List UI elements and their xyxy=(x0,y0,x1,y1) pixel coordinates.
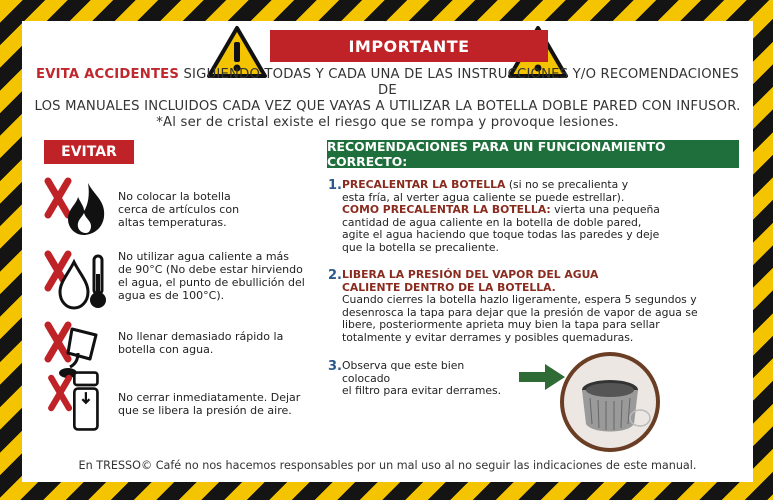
recommendation-2: LIBERA LA PRESIÓN DEL VAPOR DEL AGUA CALIENTE DENTRO DE LA BOTELLA. Cuando cierres la botella hazlo ligeramente, espera 5 segundos y desenrosca la tapa para dejar que la presión de vapor de agua se libere, posteriormente aprieta muy bien la tapa para sellar totalmente y evitar derrames y posibles quemaduras. xyxy=(342,268,698,344)
avoid-item-1: No colocar la botella cerca de artículos con altas temperaturas. xyxy=(118,190,240,229)
evitar-label-text: EVITAR xyxy=(61,144,117,160)
intro-line-2: LOS MANUALES INCLUIDOS CADA VEZ QUE VAYAS A UTILIZAR LA BOTELLA DOBLE PARED CON INFUSOR. xyxy=(34,99,741,114)
rec-number-3: 3. xyxy=(328,359,342,374)
intro-line-3: *Al ser de cristal existe el riesgo que se rompa y provoque lesiones. xyxy=(156,115,619,130)
recommendation-3: Observa que este bien colocado el filtro para evitar derrames. xyxy=(342,359,502,398)
intro-line-1-rest: SIGUIENDO TODAS Y CADA UNA DE LAS INSTRUCCIONES Y/O RECOMENDACIONES DE xyxy=(179,67,739,98)
rec-number-2: 2. xyxy=(328,268,342,283)
recommendations-header-text: RECOMENDACIONES PARA UN FUNCIONAMIENTO CORRECTO: xyxy=(327,139,666,169)
banner-title: IMPORTANTE xyxy=(348,36,470,56)
thermometer-drop-icon xyxy=(44,248,110,312)
fire-icon xyxy=(44,175,110,239)
evitar-label xyxy=(44,140,134,164)
recommendations-header xyxy=(327,140,739,168)
avoid-item-3: No llenar demasiado rápido la botella con agua. xyxy=(118,330,284,356)
intro-text xyxy=(30,67,745,131)
infuser-filter-image xyxy=(552,348,752,452)
avoid-item-4: No cerrar inmediatamente. Dejar que se libera la presión de aire. xyxy=(118,391,301,417)
intro-lead: EVITA ACCIDENTES xyxy=(36,67,180,82)
intro-line-1 xyxy=(30,67,745,99)
rec-number-1: 1. xyxy=(328,178,342,193)
disclaimer-footer: En TRESSO© Café no nos hacemos responsables por un mal uso al no seguir las indicaciones de este manual. xyxy=(78,459,697,472)
important-banner xyxy=(270,30,548,62)
avoid-item-2: No utilizar agua caliente a más de 90°C (No debe estar hirviendo el agua, el punto de ebullición del agua es de 100°C). xyxy=(118,250,305,302)
notice-panel xyxy=(22,21,753,482)
bottle-lid-icon xyxy=(44,369,110,433)
recommendation-1: PRECALENTAR LA BOTELLA (si no se precalienta y esta fría, al verter agua caliente se puede estrellar). COMO PRECALENTAR LA BOTELLA: vierta una pequeña cantidad de agua caliente en la botella de doble pared, agite el agua haciendo que toque todas las paredes y deje que la botella se precaliente. xyxy=(342,178,660,254)
